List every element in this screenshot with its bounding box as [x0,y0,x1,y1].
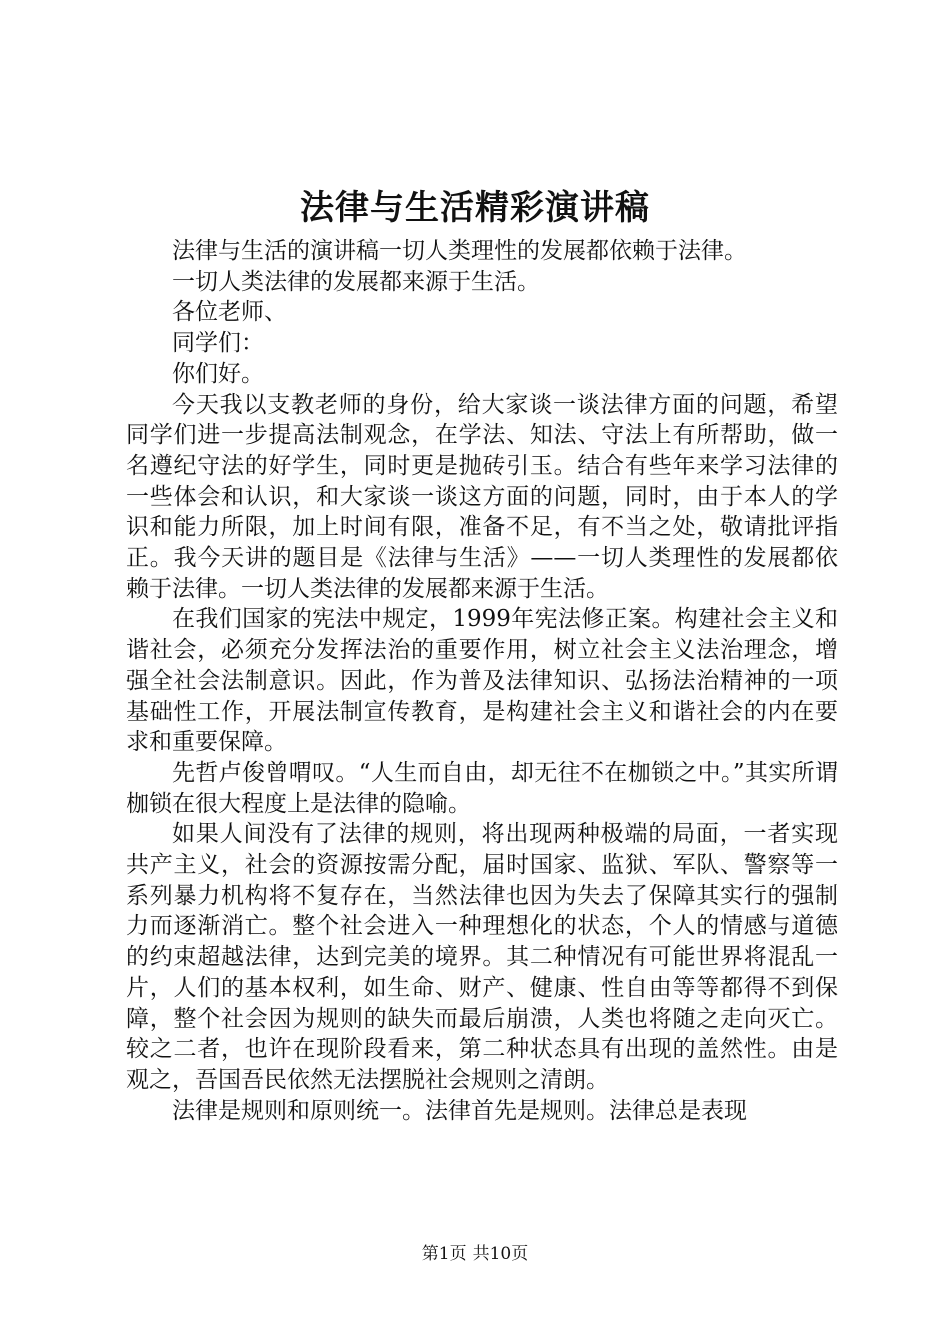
paragraph: 各位老师、 [172,299,287,326]
document-body [126,236,838,1126]
paragraph: 如果人间没有了法律的规则，将出现两种极端的局面，一者实现共产主义，社会的资源按需分配，届时国家、监狱、军队、警察等一系列暴力机构将不复存在，当然法律也因为失去了保障其实行的强制力而逐渐消亡。整个社会进入一种理想化的状态，个人的情感与道德的约束超越法律，达到完美的境界。其二种情况有可能世界将混乱一片，人们的基本权利，如生命、财产、健康、性自由等等都得不到保障，整个社会因为规则的缺失而最后崩溃，人类也将随之走向灭亡。较之二者，也许在现阶段看来，第二种状态具有出现的盖然性。由是观之，吾国吾民依然无法摆脱社会规则之清朗。 [126,821,838,1093]
paragraph: 在我们国家的宪法中规定，1999年宪法修正案。构建社会主义和谐社会，必须充分发挥法治的重要作用，树立社会主义法治理念，增强全社会法制意识。因此，作为普及法律知识、弘扬法治精神的一项基础性工作，开展法制宣传教育，是构建社会主义和谐社会的内在要求和重要保障。 [126,606,838,756]
paragraph: 同学们： [172,330,264,357]
document-title: 法律与生活精彩演讲稿 [300,188,650,228]
paragraph: 你们好。 [172,360,264,387]
paragraph: 一切人类法律的发展都来源于生活。 [172,268,540,295]
page-footer [0,1243,950,1265]
paragraph: 先哲卢俊曾喟叹。“人生而自由，却无往不在枷锁之中。”其实所谓枷锁在很大程度上是法律的隐喻。 [126,759,838,817]
page-total: 共10页 [472,1244,529,1264]
paragraph: 今天我以支教老师的身份，给大家谈一谈法律方面的问题，希望同学们进一步提高法制观念，在学法、知法、守法上有所帮助，做一名遵纪守法的好学生，同时更是抛砖引玉。结合有些年来学习法律的一些体会和认识，和大家谈一谈这方面的问题，同时，由于本人的学识和能力所限，加上时间有限，准备不足，有不当之处，敬请批评指正。我今天讲的题目是《法律与生活》——一切人类理性的发展都依赖于法律。一切人类法律的发展都来源于生活。 [126,391,838,602]
paragraph: 法律与生活的演讲稿一切人类理性的发展都依赖于法律。 [172,238,747,264]
paragraph: 法律是规则和原则统一。法律首先是规则。法律总是表现 [172,1097,747,1124]
page-number: 第1页 [421,1244,467,1264]
